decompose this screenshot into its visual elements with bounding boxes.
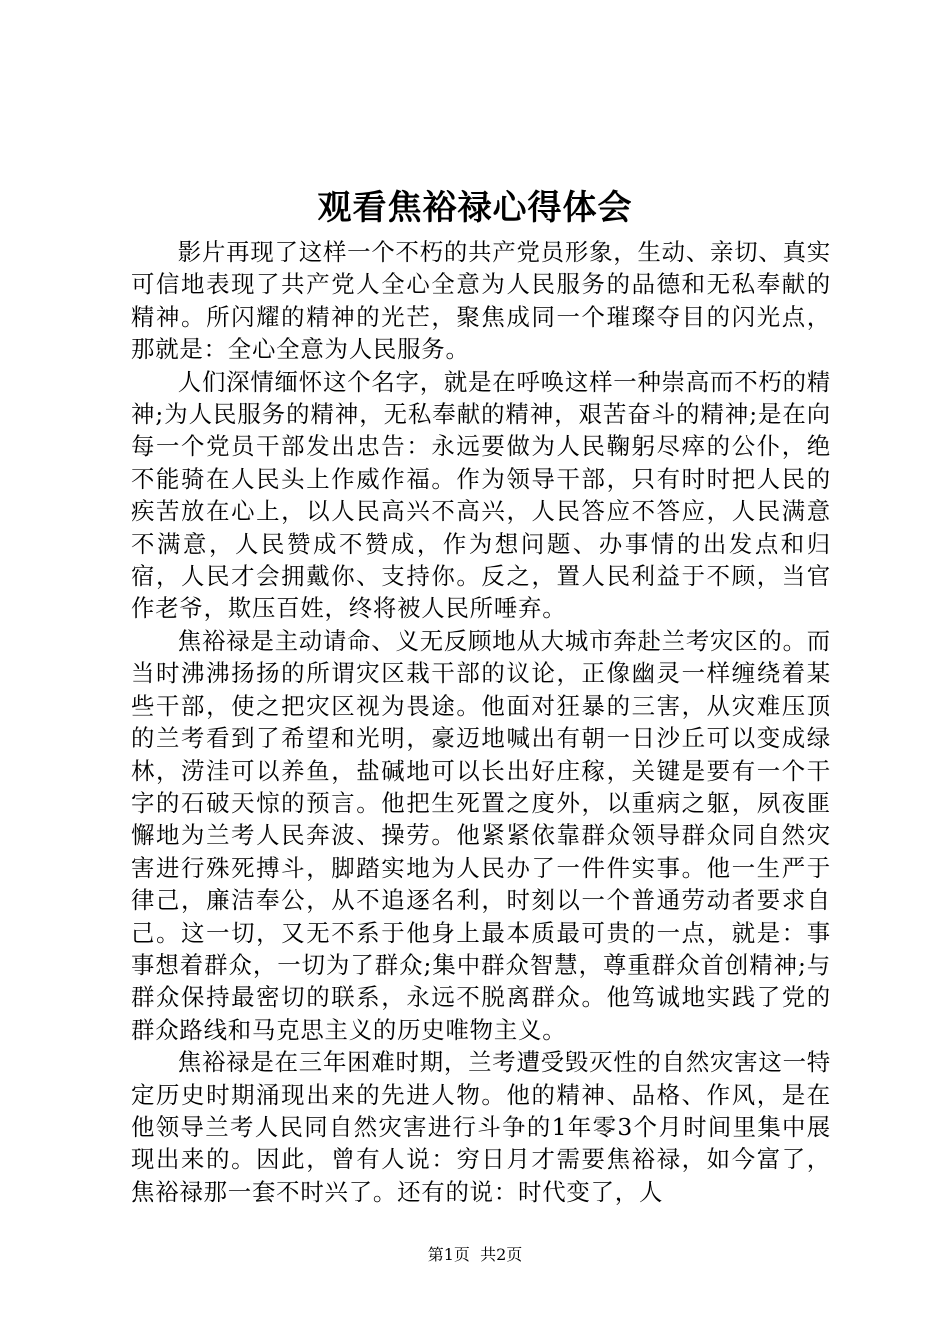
paragraph: 影片再现了这样一个不朽的共产党员形象，生动、亲切、真实可信地表现了共产党人全心全意为人民服务的品德和无私奉献的精神。所闪耀的精神的光芒，聚焦成同一个璀璨夺目的闪光点，那就是：全心全意为人民服务。 <box>131 238 831 364</box>
paragraph: 焦裕禄是主动请命、义无反顾地从大城市奔赴兰考灾区的。而当时沸沸扬扬的所谓灾区栽干部的议论，正像幽灵一样缠绕着某些干部，使之把灾区视为畏途。他面对狂暴的三害，从灾难压顶的兰考看到了希望和光明，豪迈地喊出有朝一日沙丘可以变成绿林，涝洼可以养鱼，盐碱地可以长出好庄稼，关键是要有一个干字的石破天惊的预言。他把生死置之度外，以重病之躯，夙夜匪懈地为兰考人民奔波、操劳。他紧紧依靠群众领导群众同自然灾害进行殊死搏斗，脚踏实地为人民办了一件件实事。他一生严于律己，廉洁奉公，从不追逐名利，时刻以一个普通劳动者要求自己。这一切，又无不系于他身上最本质最可贵的一点，就是：事事想着群众，一切为了群众;集中群众智慧，尊重群众首创精神;与群众保持最密切的联系，永远不脱离群众。他笃诚地实践了党的群众路线和马克思主义的历史唯物主义。 <box>131 626 831 1044</box>
page-footer <box>0 1243 950 1267</box>
document-body <box>131 236 831 1208</box>
document-title: 观看焦裕禄心得体会 <box>317 188 633 228</box>
paragraph: 人们深情缅怀这个名字，就是在呼唤这样一种崇高而不朽的精神;为人民服务的精神，无私奉献的精神，艰苦奋斗的精神;是在向每一个党员干部发出忠告：永远要做为人民鞠躬尽瘁的公仆，绝不能骑在人民头上作威作福。作为领导干部，只有时时把人民的疾苦放在心上，以人民高兴不高兴，人民答应不答应，人民满意不满意，人民赞成不赞成，作为想问题、办事情的出发点和归宿，人民才会拥戴你、支持你。反之，置人民利益于不顾，当官作老爷，欺压百姓，终将被人民所唾弃。 <box>131 367 831 623</box>
paragraph: 焦裕禄是在三年困难时期，兰考遭受毁灭性的自然灾害这一特定历史时期涌现出来的先进人物。他的精神、品格、作风，是在他领导兰考人民同自然灾害进行斗争的1年零3个月时间里集中展现出来的。因此，曾有人说：穷日月才需要焦裕禄，如今富了，焦裕禄那一套不时兴了。还有的说：时代变了，人 <box>131 1048 831 1206</box>
page-number: 第1页 共2页 <box>427 1245 523 1264</box>
